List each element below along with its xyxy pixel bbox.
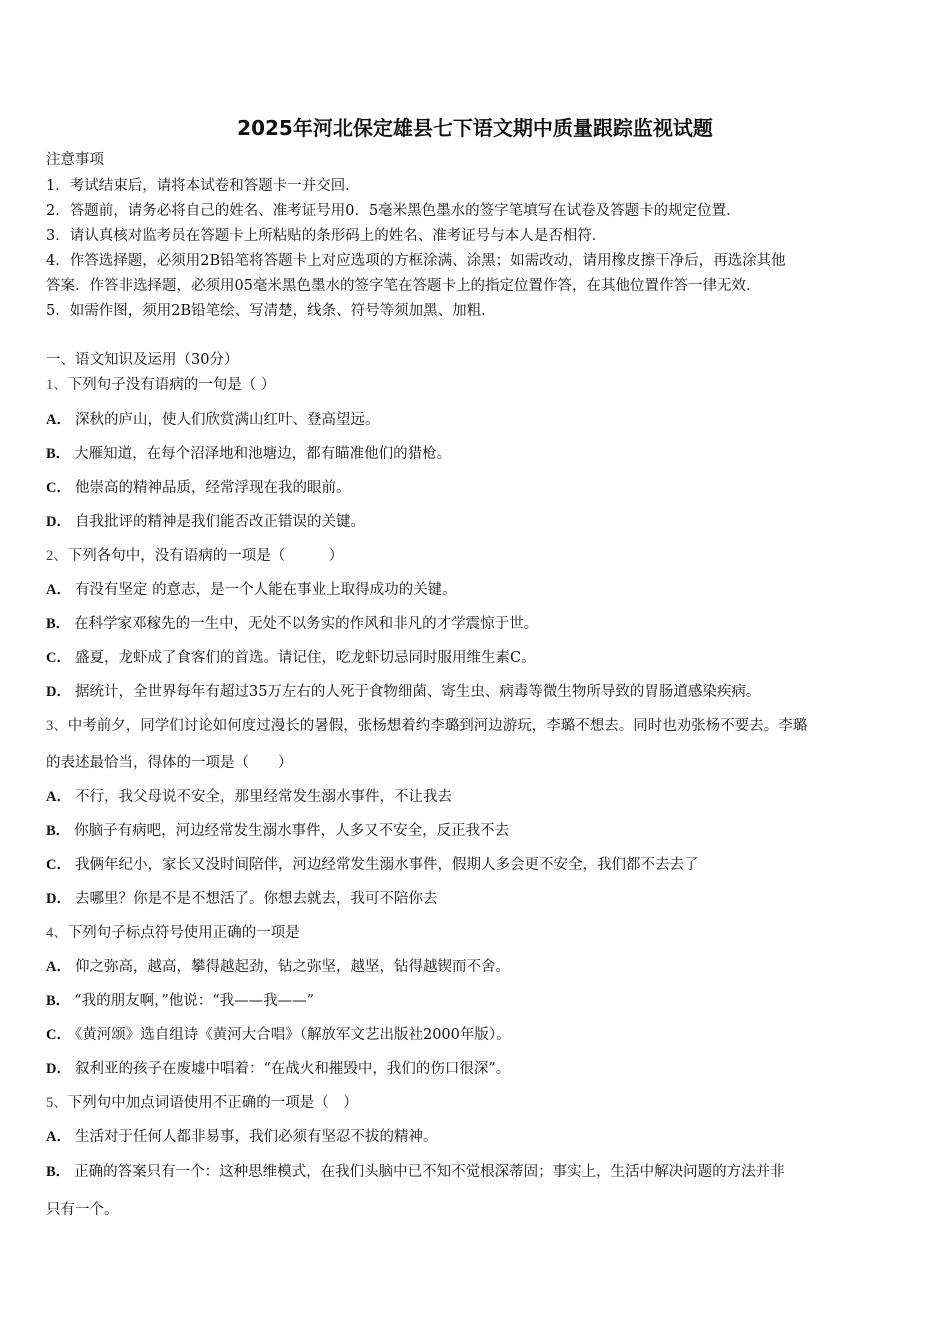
option-letter: C． <box>46 480 71 496</box>
question-number: 5、 <box>46 1095 68 1111</box>
notice-item: 3．请认真核对监考员在答题卡上所粘贴的条形码上的姓名、准考证号与本人是否相符． <box>46 228 607 244</box>
option <box>46 614 538 634</box>
option-text: 去哪里？你是不是不想活了。你想去就去，我可不陪你去 <box>74 891 438 907</box>
option-letter: D． <box>46 1061 71 1077</box>
option <box>46 512 365 532</box>
notice-item: 答案．作答非选择题，必须用05毫米黑色墨水的签字笔在答题卡上的指定位置作答，在其他位置作答一律无效． <box>46 278 761 294</box>
question-stem <box>46 923 300 943</box>
option-letter: B． <box>46 993 71 1009</box>
option <box>46 1127 437 1147</box>
option-letter: C． <box>46 1027 71 1043</box>
question-text: 下列句子标点符号使用正确的一项是 <box>67 925 300 941</box>
option-text: 他崇高的精神品质，经常浮现在我的眼前。 <box>74 480 351 496</box>
option-text-continued: 只有一个。 <box>46 1202 119 1218</box>
option <box>46 648 536 668</box>
option-letter: B． <box>46 446 71 462</box>
section-heading: 一、语文知识及运用（30分） <box>46 352 239 368</box>
option-text: 大雁知道，在每个沼泽地和池塘边，都有瞄准他们的猎枪。 <box>74 446 452 462</box>
option-letter: D． <box>46 891 71 907</box>
option-letter: B． <box>46 1164 71 1180</box>
option <box>46 889 437 909</box>
question-text: 下列句中加点词语使用不正确的一项是（ ） <box>67 1095 358 1111</box>
option-text: 有没有坚定 的意志，是一个人能在事业上取得成功的关键。 <box>74 582 457 598</box>
option-text: 盛夏，龙虾成了食客们的首选。请记住，吃龙虾切忌同时服用维生素C。 <box>74 650 536 666</box>
option-text: 深秋的庐山，使人们欣赏满山红叶、登高望远。 <box>74 412 380 428</box>
option <box>46 1059 510 1079</box>
option <box>46 855 698 875</box>
option <box>46 478 350 498</box>
question-number: 2、 <box>46 548 68 564</box>
option-letter: A． <box>46 582 71 598</box>
option <box>46 787 452 807</box>
notice-item: 5．如需作图，须用2B铅笔绘、写清楚，线条、符号等须加黑、加粗． <box>46 303 496 319</box>
option-text: 自我批评的精神是我们能否改正错误的关键。 <box>74 514 365 530</box>
notice-heading: 注意事项 <box>46 152 104 168</box>
page-title: 2025年河北保定雄县七下语文期中质量跟踪监视试题 <box>237 116 713 140</box>
question-text: 中考前夕，同学们讨论如何度过漫长的暑假，张杨想着约李璐到河边游玩，李璐不想去。同时也劝张杨不要去。李璐 <box>67 718 808 734</box>
question-stem <box>46 546 343 566</box>
option-text: 在科学家邓稼先的一生中，无处不以务实的作风和非凡的才学震惊于世。 <box>74 616 539 632</box>
question-stem <box>46 1093 358 1113</box>
question-stem-continued: 的表述最恰当，得体的一项是（ ） <box>46 755 293 771</box>
option-letter: A． <box>46 412 71 428</box>
notice-item: 2．答题前，请务必将自己的姓名、准考证号用0．5毫米黑色墨水的签字笔填写在试卷及答题卡的规定位置． <box>46 203 741 219</box>
question-number: 4、 <box>46 925 68 941</box>
question-stem <box>46 716 807 736</box>
option <box>46 682 760 702</box>
option-letter: C． <box>46 857 71 873</box>
option-letter: A． <box>46 789 71 805</box>
option-letter: B． <box>46 616 71 632</box>
option <box>46 444 451 464</box>
option-text: 叙利亚的孩子在废墟中唱着：“在战火和摧毁中，我们的伤口很深”。 <box>74 1061 511 1077</box>
notice-item: 1．考试结束后，请将本试卷和答题卡一并交回． <box>46 178 360 194</box>
option-letter: D． <box>46 514 71 530</box>
option-text: 仰之弥高，越高，攀得越起劲，钻之弥坚，越坚，钻得越锲而不舍。 <box>74 959 510 975</box>
option <box>46 1162 785 1182</box>
option-letter: A． <box>46 959 71 975</box>
notice-item: 4．作答选择题，必须用2B铅笔将答题卡上对应选项的方框涂满、涂黑；如需改动，请用橡皮擦干净后，再选涂其他 <box>46 253 786 269</box>
question-stem <box>46 375 275 395</box>
question-number: 1、 <box>46 377 68 393</box>
option-text: “我的朋友啊，”他说：“我——我——” <box>74 993 315 1009</box>
option-text: 正确的答案只有一个：这种思维模式，在我们头脑中已不知不觉根深蒂固；事实上，生活中解决问题的方法并非 <box>74 1164 785 1180</box>
option-text: 不行，我父母说不安全，那里经常发生溺水事件，不让我去 <box>74 789 452 805</box>
option <box>46 580 457 600</box>
option-letter: D． <box>46 684 71 700</box>
option-text: 《黄河颂》选自组诗《黄河大合唱》（解放军文艺出版社2000年版）。 <box>74 1027 511 1043</box>
question-text: 下列句子没有语病的一句是（ ） <box>67 377 276 393</box>
option-text: 我俩年纪小，家长又没时间陪伴，河边经常发生溺水事件，假期人多会更不安全，我们都不去去了 <box>74 857 699 873</box>
option-text: 你脑子有病吧，河边经常发生溺水事件，人多又不安全，反正我不去 <box>74 823 510 839</box>
option-letter: C． <box>46 650 71 666</box>
option <box>46 1025 511 1045</box>
option <box>46 410 379 430</box>
option <box>46 821 509 841</box>
option-text: 据统计，全世界每年有超过35万左右的人死于食物细菌、寄生虫、病毒等微生物所导致的胃肠道感染疾病。 <box>74 684 761 700</box>
option-letter: A． <box>46 1129 71 1145</box>
option <box>46 957 510 977</box>
question-number: 3、 <box>46 718 68 734</box>
option <box>46 991 314 1011</box>
question-text: 下列各句中，没有语病的一项是（ ） <box>67 548 344 564</box>
option-text: 生活对于任何人都非易事，我们必须有坚忍不拔的精神。 <box>74 1129 438 1145</box>
option-letter: B． <box>46 823 71 839</box>
